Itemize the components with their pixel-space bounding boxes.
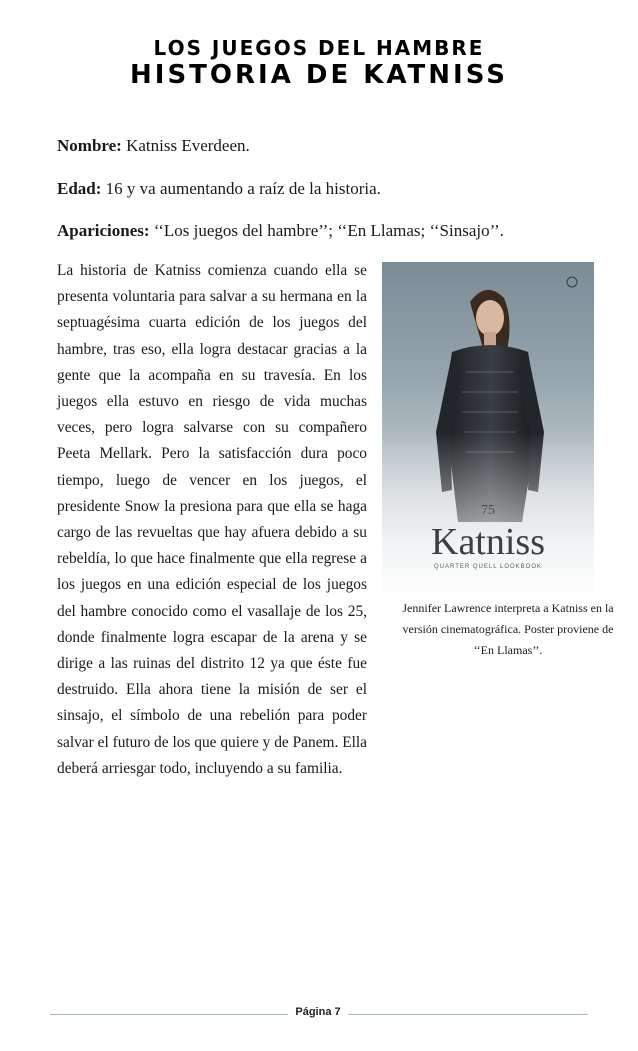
field-nombre — [57, 136, 250, 156]
field-nombre-label: Nombre: — [57, 136, 122, 155]
field-edad — [57, 179, 381, 199]
field-edad-label: Edad: — [57, 179, 102, 198]
document-title: LOS JUEGOS DEL HAMBRE — [153, 36, 485, 60]
emblem-icon — [567, 277, 577, 287]
document-subtitle: HISTORIA DE KATNISS — [130, 60, 508, 90]
story-paragraph: La historia de Katniss comienza cuando ella se presenta voluntaria para salvar a su hermana en la septuagésima cuarta edición de los juegos del hambre, tras eso, ella logra destacar gracias a la gente que la acompaña en su travesía. En los juegos ella estuvo en riesgo de vida muchas veces, pero logra salvarse con su compañero Peeta Mellark. Pero la satisfacción dura poco tiempo, luego de vencer en los juegos, el presidente Snow la presiona para que ella se haga cargo de las revueltas que hay afuera debido a su rebeldía, lo que hace finalmente que ella regrese a los juegos en una edición especial de los juegos del hambre conocido como el vasallaje de los 25, donde finalmente logra escapar de la arena y se dirige a las ruinas del distrito 12 ya que éste fue destruido. Ella ahora tiene la misión de ser el sinsajo, el símbolo de una rebelión para poder salvar el futuro de los que quiere y de Panem. Ella deberá arriesgar todo, incluyendo a su familia. — [57, 262, 367, 777]
poster-subtitle: QUARTER QUELL LOOKBOOK — [433, 564, 543, 570]
field-apariciones-value: ‘‘Los juegos del hambre’’; ‘‘En Llamas; ‘‘Sinsajo’’. — [149, 221, 504, 240]
poster-number: 75 — [481, 503, 495, 518]
page-number: Página 7 — [295, 1006, 341, 1018]
field-nombre-value: Katniss Everdeen. — [121, 136, 250, 155]
poster-title: Katniss — [431, 521, 545, 563]
footer-rule-right — [348, 1014, 588, 1015]
neck-shape — [484, 332, 496, 346]
poster-illustration — [382, 262, 594, 592]
footer-rule-left — [50, 1014, 288, 1015]
field-apariciones-label: Apariciones: — [57, 221, 150, 240]
image-caption: Jennifer Lawrence interpreta a Katniss en la versión cinematográfica. Poster proviene de ‘‘En Llamas’’. — [402, 601, 614, 657]
field-edad-value: 16 y va aumentando a raíz de la historia. — [101, 179, 381, 198]
field-apariciones — [57, 221, 504, 241]
katniss-poster-image — [382, 262, 594, 592]
face-shape — [476, 300, 504, 336]
